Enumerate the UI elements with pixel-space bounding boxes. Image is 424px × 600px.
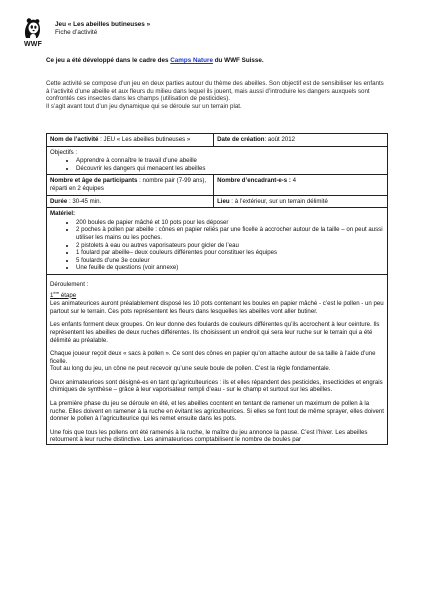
objectives-label: Objectifs : [50,148,78,156]
activity-name-label: Nom de l’activité [50,136,99,143]
activity-name-cell [47,134,214,147]
step-rest: étape [59,291,77,299]
step-paragraph: Une fois que tous les pollens ont été ramenés à la ruche, le maître du jeu annonce la pause. C’est l’hiver. Les abeilles retournent à leur ruche distinctive. Les animateurices comptabilisent le nombre de boules par [50,428,368,444]
material-cell [47,208,388,275]
list-item: • Découvrir les dangers qui menacent les abeilles [76,165,384,173]
rule-line: Tout au long du jeu, un cône ne peut recevoir qu’une seule boule de pollen. C’est la règle fondamentale. [50,365,331,373]
step-title [50,289,384,300]
list-item: • 5 foulards d’une 3e couleur [76,257,384,265]
objectives-list [50,157,384,172]
deroulement-cell [47,274,388,444]
supervisors-label: Nombre d’encadrant-e-s : [217,177,291,185]
participants-label: Nombre et âge de participants [50,177,138,185]
activity-table [46,133,388,445]
document-subtitle: Fiche d’activité [55,29,98,36]
supervisors-cell [214,175,388,195]
camps-nature-link[interactable]: Camps Nature [170,57,213,64]
intro-credit [46,57,386,64]
panda-icon [21,16,45,40]
step-sup: ère [53,289,60,295]
list-item: • 1 foulard par abeille– deux couleurs différentes pour constituer les équipes [76,249,384,257]
intro-paragraph: Il s’agit avant tout d’un jeu dynamique qui se déroule sur un terrain plat. [46,103,242,111]
list-item: • 200 boules de papier mâché et 10 pots pour les déposer [76,219,384,227]
step-paragraph: Chaque joueur reçoit deux « sacs à pollen ». Ce sont des cônes en papier qu’on attache autour de sa taille à l’aide d’une ficelle. [50,350,376,365]
place-cell [214,195,388,208]
material-label: Matériel: [50,210,76,218]
intro-paragraph: Cette activité se compose d’un jeu en deux parties autour du thème des abeilles. Son objectif est de sensibiliser les enfants à l’activité d’une abeille et aux fleurs du milieu dans lequel ils jouent, mais aussi d’introduire les dangers auxquels sont confrontés ces insectes dans les champs (utilisation de pesticides). [46,80,384,103]
place-label: Lieu [217,197,230,205]
creation-date-value: : août 2012 [264,136,295,143]
creation-date-label: Date de création [217,136,265,143]
intro-credit-text-end: du WWF Suisse. [212,57,264,64]
wwf-logo [21,16,45,48]
list-item: • Une feuille de questions (voir annexe) [76,264,384,272]
participants-value: : nombre pair (7-99 ans), réparti en 2 équipes [50,177,207,192]
creation-date-cell [214,134,388,147]
material-list [50,219,384,272]
step-paragraph: Les enfants forment deux groupes. On leur donne des foulards de couleurs différentes qu’ils accrochent à leur ceinture. Ils représentent les abeilles de deux ruches différentes. Ils choisissent un endroit qui sera leur ruche sur le terrain qui a été délimité au préalable. [50,321,380,344]
step-number: 1 [50,291,54,299]
duration-label: Durée [50,197,68,205]
step-paragraph: Deux animateurices sont désigné-es en tant qu’agriculteurices : ils et elles répandent des pesticides, insecticides et engrais chimiques de synthèse – grâce à leur vaporisateur rempli d’eau - sur le champ et surtout sur les abeilles. [50,378,383,394]
duration-value: : 30-45 min. [67,197,102,205]
step-paragraph: Les animateurices auront préalablement disposé les 10 pots contenant les boules en papier mâché - c’est le pollen - un peu partout sur le terrain. Ces pots représentent les fleurs dans lesquelles les abeilles vont aller butiner. [50,300,384,315]
intro-text [46,80,386,111]
duration-cell [47,195,214,208]
objectives-cell [47,146,388,175]
participants-cell [47,175,214,195]
logo-text: WWF [23,41,43,48]
list-item: • 2 poches à pollen par abeille : cônes en papier reliés par une ficelle à accrocher autour de la taille – on peut aussi utiliser les mains ou les poches. [76,226,384,241]
deroulement-label: Déroulement : [50,280,89,288]
list-item: • Apprendre à connaître le travail d’une abeille [76,157,384,165]
step-paragraph: La première phase du jeu se déroule en été, et les abeilles cocntent en tentant de ramener un maximum de pollen à la ruche. Elles doivent en ramener à la ruche en évitant les agriculteurices. Si elles se font tout de même sprayer, elles doivent donner le pollen à l’agriculteurice qui les remet ensuite dans les pots. [50,400,384,423]
document-header [55,21,150,37]
place-value: : à l’extérieur, sur un terrain délimité [229,197,328,205]
list-item: • 2 pistolets à eau ou autres vaporisateurs pour gicler de l’eau [76,242,384,250]
document-title: Jeu « Les abeilles butineuses » [55,21,151,28]
supervisors-value: 4 [290,177,296,185]
activity-name-value: : JEU « Les abeilles butineuses » [98,136,191,143]
intro-credit-text: Ce jeu a été développé dans le cadre des [46,57,171,64]
